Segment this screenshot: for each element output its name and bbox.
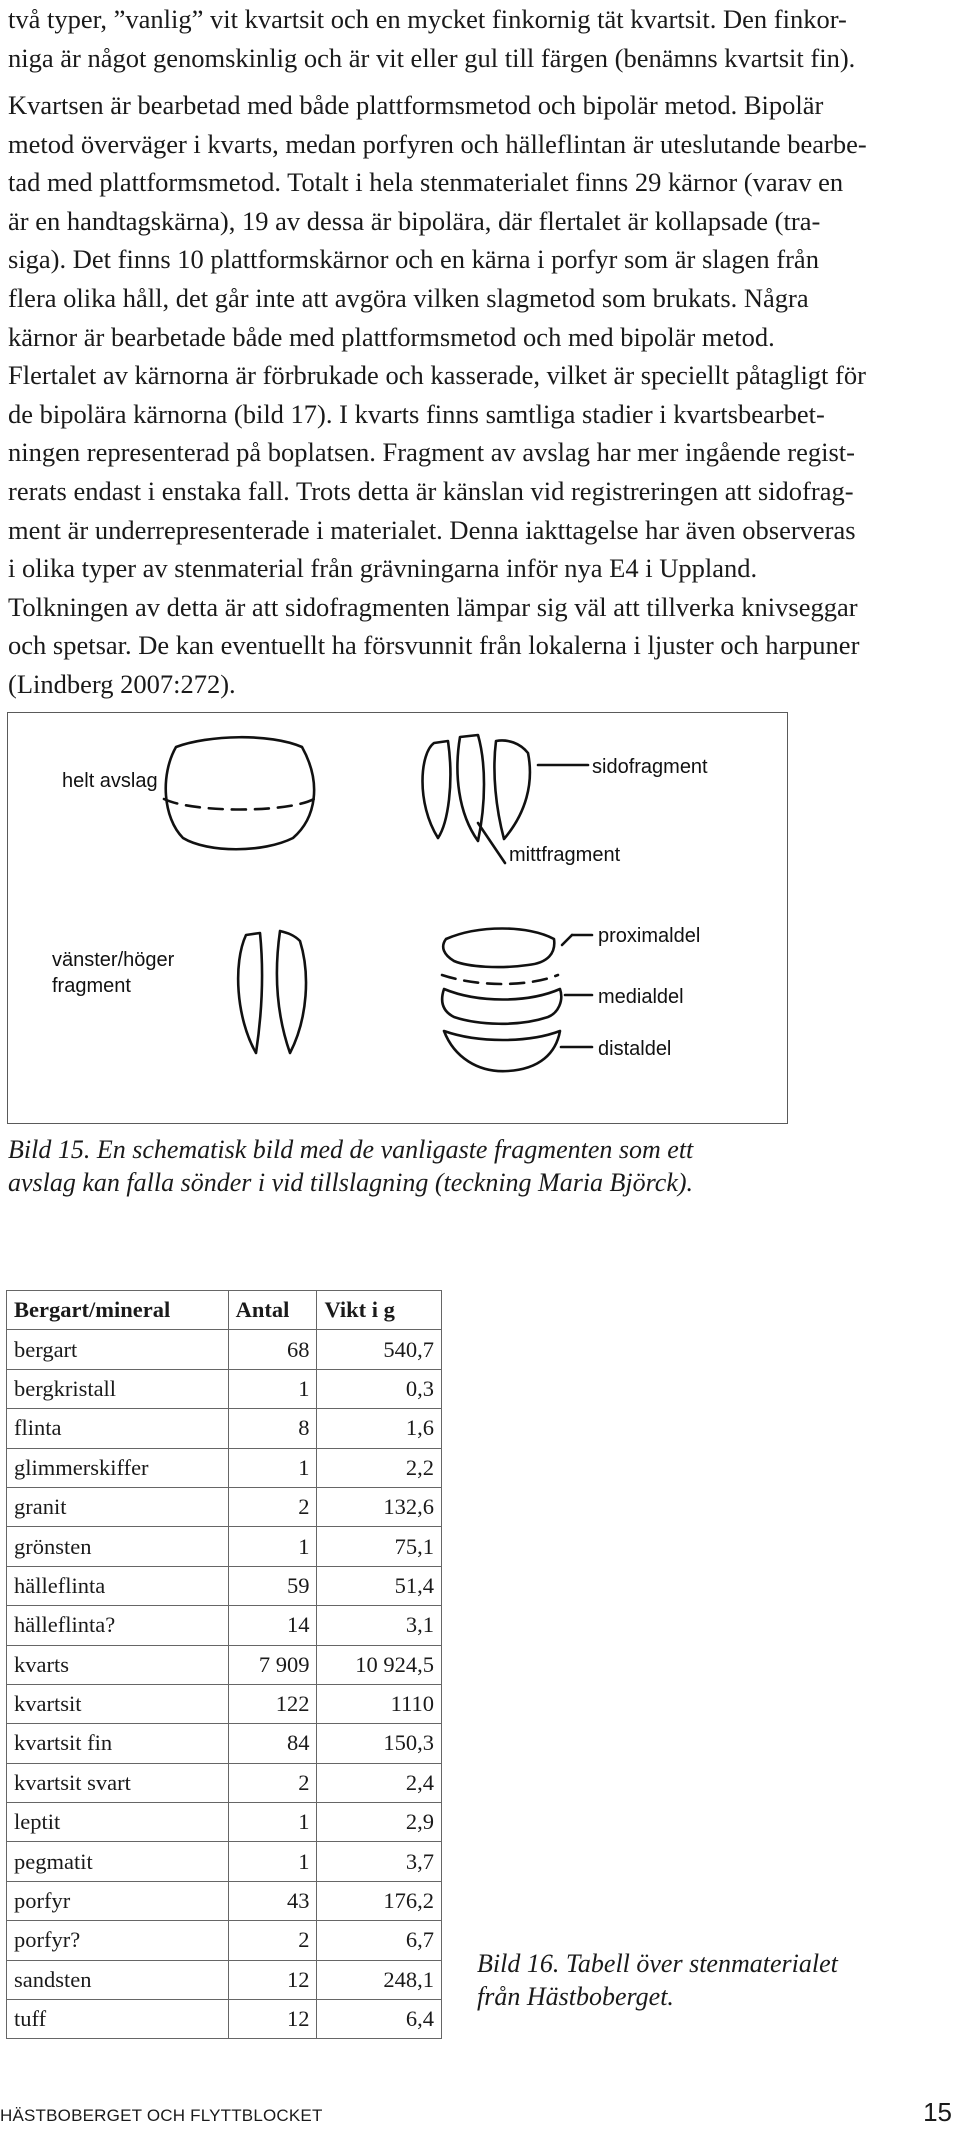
cell-bergart: sandsten <box>7 1960 229 1999</box>
cell-antal: 1 <box>228 1527 317 1566</box>
label-sidofragment: sidofragment <box>592 756 708 778</box>
cell-antal: 1 <box>228 1369 317 1408</box>
left-right-fragments-drawing <box>238 931 306 1053</box>
side-middle-fragments-drawing <box>423 735 530 841</box>
cell-vikt: 1110 <box>317 1684 442 1723</box>
cell-bergart: kvarts <box>7 1645 229 1684</box>
cell-bergart: bergart <box>7 1330 229 1369</box>
paragraph-1 <box>8 0 948 77</box>
text-line: metod överväger i kvarts, medan porfyren och hälleflintan är uteslutande bearbe- <box>8 128 867 159</box>
label-medialdel: medialdel <box>598 986 684 1008</box>
cell-vikt: 540,7 <box>317 1330 442 1369</box>
table-row <box>7 1803 442 1842</box>
cell-vikt: 248,1 <box>317 1960 442 1999</box>
cell-antal: 59 <box>228 1566 317 1605</box>
cell-vikt: 75,1 <box>317 1527 442 1566</box>
paragraph-2 <box>8 86 948 704</box>
table-row <box>7 1487 442 1526</box>
caption-line: avslag kan falla sönder i vid tillslagning (teckning Maria Björck). <box>8 1168 694 1197</box>
column-header-vikt: Vikt i g <box>317 1291 442 1330</box>
table-row <box>7 1606 442 1645</box>
label-distaldel: distaldel <box>598 1038 672 1060</box>
table-row <box>7 1645 442 1684</box>
cell-bergart: leptit <box>7 1803 229 1842</box>
cell-bergart: tuff <box>7 2000 229 2039</box>
cell-antal: 68 <box>228 1330 317 1369</box>
text-line: tad med plattformsmetod. Totalt i hela stenmaterialet finns 29 kärnor (varav en <box>8 167 844 198</box>
cell-bergart: bergkristall <box>7 1369 229 1408</box>
cell-antal: 2 <box>228 1487 317 1526</box>
table-body <box>7 1330 442 2039</box>
table-row <box>7 1763 442 1802</box>
text-line: Kvartsen är bearbetad med både plattformsmetod och bipolär metod. Bipolär <box>8 90 824 120</box>
table-row <box>7 1369 442 1408</box>
cell-vikt: 51,4 <box>317 1566 442 1605</box>
stone-material-table <box>6 1290 442 2039</box>
cell-vikt: 6,7 <box>317 1921 442 1960</box>
text-line: siga). Det finns 10 plattformskärnor och en kärna i porfyr som är slagen från <box>8 244 819 275</box>
cell-bergart: granit <box>7 1487 229 1526</box>
text-line: och spetsar. De kan eventuellt ha försvunnit från lokalerna i ljuster och harpuner <box>8 630 860 661</box>
cell-antal: 122 <box>228 1684 317 1723</box>
cell-antal: 8 <box>228 1409 317 1448</box>
cell-vikt: 10 924,5 <box>317 1645 442 1684</box>
cell-vikt: 3,1 <box>317 1606 442 1645</box>
text-line: rerats endast i enstaka fall. Trots detta är känslan vid registreringen att sidofrag- <box>8 475 854 506</box>
text-line: ment är underrepresenterade i materialet. Denna iakttagelse har även observeras <box>8 514 856 545</box>
table-row <box>7 1921 442 1960</box>
table-row <box>7 1724 442 1763</box>
cell-antal: 7 909 <box>228 1645 317 1684</box>
table-row <box>7 1527 442 1566</box>
text-line: ningen representerad på boplatsen. Fragment av avslag har mer ingående regist- <box>8 437 855 468</box>
text-line: Tolkningen av detta är att sidofragmenten lämpar sig väl att tillverka knivseggar <box>8 591 858 622</box>
cell-bergart: porfyr? <box>7 1921 229 1960</box>
cell-antal: 1 <box>228 1448 317 1487</box>
caption-line: Bild 15. En schematisk bild med de vanligaste fragmenten som ett <box>8 1135 694 1164</box>
text-line: de bipolära kärnorna (bild 17). I kvarts finns samtliga stadier i kvartsbearbet- <box>8 398 825 429</box>
table-header-row <box>7 1291 442 1330</box>
page-number: 15 <box>923 2097 952 2127</box>
cell-antal: 43 <box>228 1881 317 1920</box>
cell-bergart: hälleflinta? <box>7 1606 229 1645</box>
label-fragment: fragment <box>52 975 131 997</box>
table-row <box>7 1881 442 1920</box>
fragment-diagram <box>7 712 788 1124</box>
pointer-proximaldel <box>562 935 572 945</box>
label-helt-avslag: helt avslag <box>62 770 158 792</box>
cell-bergart: porfyr <box>7 1881 229 1920</box>
text-line: Flertalet av kärnorna är förbrukade och kasserade, vilket är speciellt påtagligt för <box>8 360 866 391</box>
cell-vikt: 2,4 <box>317 1763 442 1802</box>
cell-antal: 1 <box>228 1842 317 1881</box>
cell-bergart: glimmerskiffer <box>7 1448 229 1487</box>
label-proximaldel: proximaldel <box>598 925 701 947</box>
cell-vikt: 2,2 <box>317 1448 442 1487</box>
label-mittfragment: mittfragment <box>509 844 621 866</box>
cell-vikt: 3,7 <box>317 1842 442 1881</box>
text-line: två typer, ”vanlig” vit kvartsit och en mycket finkornig tät kvartsit. Den finkor- <box>8 4 847 34</box>
caption-line: Bild 16. Tabell över stenmaterialet <box>477 1949 838 1978</box>
cell-bergart: kvartsit svart <box>7 1763 229 1802</box>
cell-antal: 12 <box>228 1960 317 1999</box>
column-header-bergart: Bergart/mineral <box>7 1291 229 1330</box>
fragment-drawing <box>8 713 789 1125</box>
cell-vikt: 6,4 <box>317 2000 442 2039</box>
table-row <box>7 1448 442 1487</box>
cell-bergart: pegmatit <box>7 1842 229 1881</box>
table-row <box>7 1330 442 1369</box>
cell-bergart: grönsten <box>7 1527 229 1566</box>
cell-vikt: 150,3 <box>317 1724 442 1763</box>
table-row <box>7 1842 442 1881</box>
cell-vikt: 132,6 <box>317 1487 442 1526</box>
proximal-medial-distal-drawing <box>442 929 561 1072</box>
text-line: i olika typer av stenmaterial från grävningarna inför nya E4 i Uppland. <box>8 553 758 584</box>
table-row <box>7 1960 442 1999</box>
figure-16-caption <box>477 1947 917 2013</box>
text-line: (Lindberg 2007:272). <box>8 668 236 699</box>
cell-bergart: flinta <box>7 1409 229 1448</box>
cell-vikt: 176,2 <box>317 1881 442 1920</box>
table-row <box>7 1409 442 1448</box>
caption-line: från Hästboberget. <box>477 1982 674 2011</box>
cell-antal: 12 <box>228 2000 317 2039</box>
running-footer-title: HÄSTBOBERGET OCH FLYTTBLOCKET <box>0 2106 323 2125</box>
figure-15-caption <box>8 1133 788 1199</box>
table-row <box>7 1566 442 1605</box>
text-line: flera olika håll, det går inte att avgöra vilken slagmetod som brukats. Några <box>8 282 809 313</box>
label-vanster-hoger: vänster/höger <box>52 949 175 971</box>
table-row <box>7 1684 442 1723</box>
cell-antal: 1 <box>228 1803 317 1842</box>
cell-antal: 2 <box>228 1763 317 1802</box>
cell-bergart: hälleflinta <box>7 1566 229 1605</box>
cell-antal: 2 <box>228 1921 317 1960</box>
cell-bergart: kvartsit <box>7 1684 229 1723</box>
cell-vikt: 0,3 <box>317 1369 442 1408</box>
text-line: är en handtagskärna), 19 av dessa är bipolära, där flertalet är kollapsade (tra- <box>8 205 821 236</box>
cell-antal: 84 <box>228 1724 317 1763</box>
table-row <box>7 2000 442 2039</box>
cell-vikt: 2,9 <box>317 1803 442 1842</box>
text-line: kärnor är bearbetade både med plattformsmetod och med bipolär metod. <box>8 321 775 352</box>
whole-flake-drawing <box>164 737 314 849</box>
cell-bergart: kvartsit fin <box>7 1724 229 1763</box>
cell-antal: 14 <box>228 1606 317 1645</box>
cell-vikt: 1,6 <box>317 1409 442 1448</box>
text-line: niga är något genomskinlig och är vit eller gul till färgen (benämns kvartsit fin). <box>8 42 856 73</box>
column-header-antal: Antal <box>228 1291 317 1330</box>
